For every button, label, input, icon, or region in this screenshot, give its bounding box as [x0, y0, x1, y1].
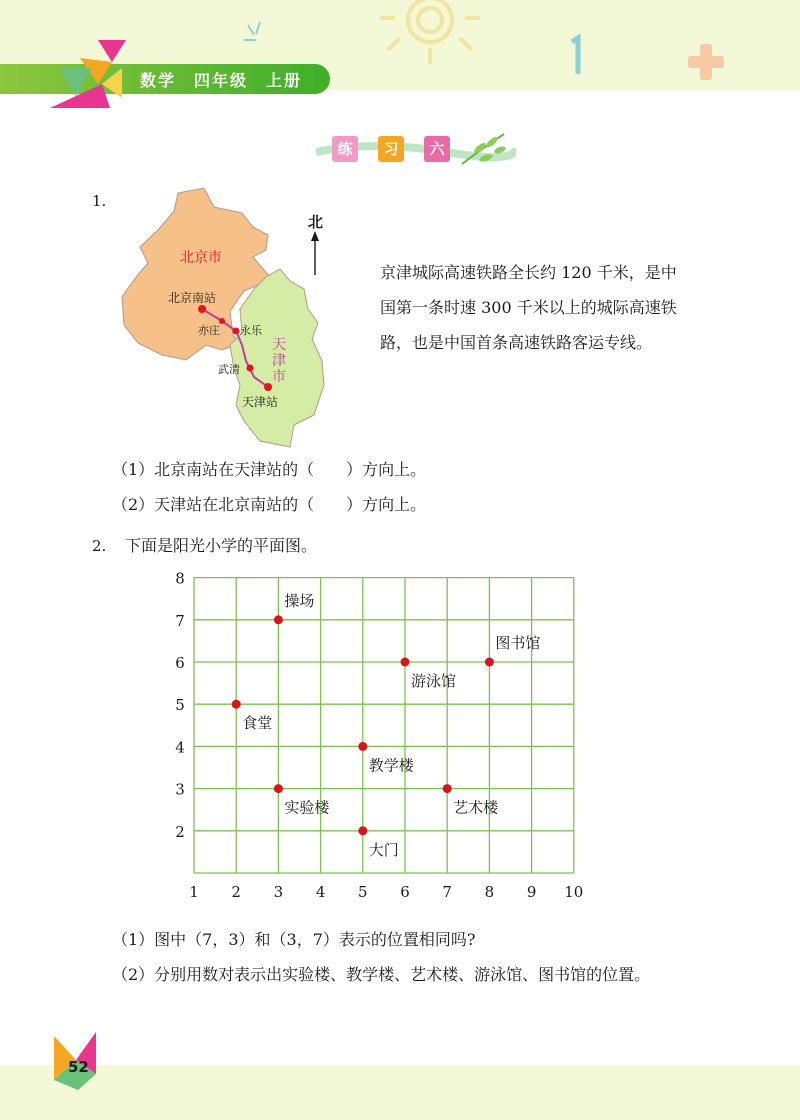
q2-subquestions	[112, 922, 650, 992]
station-label-wuqing: 武清	[218, 363, 240, 376]
x-tick-label: 6	[400, 883, 410, 901]
beijing-label: 北京市	[180, 250, 222, 266]
point-label: 大门	[368, 840, 399, 859]
y-tick-label: 3	[175, 780, 185, 799]
description-line: 国第一条时速 300 千米以上的城际高速铁	[380, 298, 677, 317]
point-实验楼	[274, 784, 283, 793]
point-label: 食堂	[242, 714, 273, 733]
point-图书馆	[485, 658, 494, 667]
y-tick-label: 4	[175, 738, 185, 757]
x-tick-label: 9	[526, 883, 537, 901]
point-label: 图书馆	[495, 634, 541, 652]
sun-icon	[380, 0, 480, 64]
x-tick-label: 3	[273, 883, 284, 901]
q2-subquestion-1: （1）图中（7，3）和（3，7）表示的位置相同吗?	[112, 930, 476, 949]
y-tick-label: 2	[175, 822, 185, 841]
digit-one-icon	[572, 38, 578, 74]
station-label-yongle: 永乐	[240, 324, 262, 337]
section-title	[322, 130, 522, 170]
y-tick-label: 8	[175, 570, 185, 588]
school-plan-grid	[160, 570, 600, 910]
q1-subquestions	[112, 452, 426, 522]
q2-text: 下面是阳光小学的平面图。	[125, 536, 318, 555]
x-tick-label: 10	[564, 883, 584, 901]
north-label: 北	[308, 213, 324, 231]
title-char-3: 六	[424, 136, 450, 162]
question-2-number: 2.	[92, 537, 107, 555]
sparkle-icon	[244, 22, 260, 40]
point-label: 实验楼	[284, 798, 330, 817]
x-tick-label: 1	[189, 883, 199, 901]
x-tick-label: 5	[358, 883, 368, 901]
q2-subquestion-2: （2）分别用数对表示出实验楼、教学楼、艺术楼、游泳馆、图书馆的位置。	[112, 965, 651, 984]
leaf-icon	[460, 130, 508, 170]
y-tick-label: 6	[175, 654, 185, 672]
x-tick-label: 7	[442, 883, 452, 901]
tianjin-label-char: 市	[272, 369, 286, 385]
point-教学楼	[358, 742, 367, 751]
station-label-tianjin: 天津站	[242, 395, 279, 409]
beijing-tianjin-map	[118, 185, 368, 455]
x-tick-label: 4	[315, 883, 326, 901]
station-label-yizhuang: 亦庄	[198, 324, 220, 337]
page-number: 52	[68, 1058, 89, 1076]
point-label: 操场	[284, 591, 315, 610]
point-操场	[274, 615, 283, 624]
tangram-logo-icon	[40, 38, 130, 108]
station-dot-wuqing	[247, 365, 254, 372]
point-艺术楼	[443, 784, 452, 793]
point-label: 艺术楼	[453, 798, 499, 817]
title-char-2: 习	[378, 136, 404, 162]
x-tick-label: 8	[484, 883, 495, 901]
point-食堂	[232, 700, 241, 709]
footer-background	[0, 1065, 800, 1120]
north-arrow-icon	[311, 231, 319, 275]
station-dot-tianjin	[264, 383, 272, 391]
tianjin-label-char: 天	[272, 337, 286, 353]
title-char-1: 练	[332, 136, 358, 162]
description-line: 京津城际高速铁路全长约 120 千米，是中	[380, 263, 677, 282]
q1-subquestion-1: （1）北京南站在天津站的（ ）方向上。	[112, 460, 427, 479]
description-line: 路，也是中国首条高速铁路客运专线。	[380, 333, 653, 352]
y-tick-label: 7	[175, 611, 185, 630]
plus-icon	[688, 44, 724, 80]
tianjin-label	[272, 337, 288, 385]
station-dot-yongle	[233, 328, 240, 335]
map-graphic	[118, 185, 368, 455]
x-tick-label: 2	[231, 883, 241, 901]
point-label: 游泳馆	[411, 672, 457, 690]
q1-description	[380, 255, 710, 360]
q1-subquestion-2: （2）天津站在北京南站的（ ）方向上。	[112, 495, 427, 514]
tianjin-label-char: 津	[272, 353, 286, 369]
header-title: 数学 四年级 上册	[140, 71, 303, 90]
question-1-number: 1.	[92, 192, 107, 210]
station-dot-beijing-south	[198, 305, 206, 313]
point-大门	[358, 826, 367, 835]
y-tick-label: 5	[175, 696, 185, 715]
point-游泳馆	[401, 658, 410, 667]
point-label: 教学楼	[368, 756, 414, 775]
station-label-beijing-south: 北京南站	[168, 291, 217, 305]
